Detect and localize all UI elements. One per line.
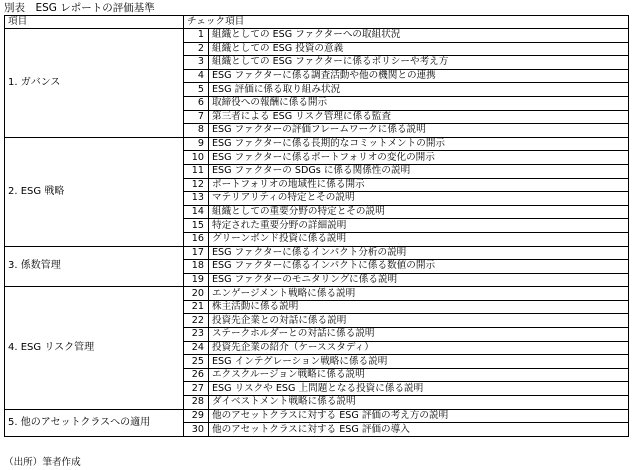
item-number: 30 [184,423,209,437]
category-cell: 5. 他のアセットクラスへの適用 [5,409,184,436]
item-number: 18 [184,260,209,274]
table-row [5,137,629,151]
item-number: 28 [184,396,209,410]
category-cell: 3. 係数管理 [5,246,184,287]
check-item-text: マテリアリティの特定とその説明 [209,192,629,206]
check-item-text: ESG ファクターに係るインパクトに係る数値の開示 [209,260,629,274]
check-item-text: 投資先企業の紹介（ケーススタディ） [209,341,629,355]
check-item-text: 他のアセットクラスに対する ESG 評価の考え方の説明 [209,409,629,423]
check-item-text: ESG ファクターに係る調査活動や他の機関との連携 [209,69,629,83]
check-item-text: 組織としての重要分野の特定とその説明 [209,205,629,219]
table-row [5,287,629,301]
check-item-text: ESG ファクターの評価フレームワークに係る説明 [209,124,629,138]
evaluation-criteria-table [4,15,629,437]
check-item-text: ポートフォリオの地域性に係る開示 [209,178,629,192]
item-number: 24 [184,341,209,355]
item-number: 26 [184,368,209,382]
checklist-header: チェック項目 [184,16,629,29]
item-number: 20 [184,287,209,301]
source-note: （出所）筆者作成 [4,457,81,468]
check-item-text: 第三者による ESG リスク管理に係る監査 [209,110,629,124]
item-number: 1 [184,29,209,43]
category-header: 項目 [5,16,184,29]
category-cell: 1. ガバンス [5,29,184,138]
check-item-text: ESG リスクや ESG 上問題となる投資に係る説明 [209,382,629,396]
check-item-text: 組織としての ESG 投資の意義 [209,42,629,56]
check-item-text: ESG インテグレーション戦略に係る説明 [209,355,629,369]
table-row [5,29,629,43]
check-item-text: ステークホルダーとの対話に係る説明 [209,328,629,342]
category-cell: 4. ESG リスク管理 [5,287,184,409]
check-item-text: ESG ファクターに係るインパクト分析の説明 [209,246,629,260]
check-item-text: 組織としての ESG ファクターへの取組状況 [209,29,629,43]
item-number: 5 [184,83,209,97]
check-item-text: ESG 評価に係る取り組み状況 [209,83,629,97]
check-item-text: エンゲージメント戦略に係る説明 [209,287,629,301]
item-number: 17 [184,246,209,260]
check-item-text: 特定された重要分野の詳細説明 [209,219,629,233]
item-number: 22 [184,314,209,328]
check-item-text: ESG ファクターに係るポートフォリオの変化の開示 [209,151,629,165]
item-number: 14 [184,205,209,219]
item-number: 10 [184,151,209,165]
header-row [5,16,629,29]
check-item-text: ESG ファクターのモニタリングに係る説明 [209,273,629,287]
check-item-text: グリーンボンド投資に係る説明 [209,232,629,246]
item-number: 11 [184,164,209,178]
item-number: 8 [184,124,209,138]
check-item-text: 組織としての ESG ファクターに係るポリシーや考え方 [209,56,629,70]
check-item-text: ESG ファクターの SDGs に係る関係性の説明 [209,164,629,178]
item-number: 16 [184,232,209,246]
item-number: 27 [184,382,209,396]
item-number: 4 [184,69,209,83]
item-number: 7 [184,110,209,124]
check-item-text: 株主活動に係る説明 [209,300,629,314]
table-row [5,409,629,423]
item-number: 19 [184,273,209,287]
item-number: 6 [184,96,209,110]
check-item-text: ダイベストメント戦略に係る説明 [209,396,629,410]
check-item-text: エクスクルージョン戦略に係る説明 [209,368,629,382]
item-number: 2 [184,42,209,56]
item-number: 23 [184,328,209,342]
check-item-text: 投資先企業との対話に係る説明 [209,314,629,328]
item-number: 3 [184,56,209,70]
item-number: 12 [184,178,209,192]
item-number: 9 [184,137,209,151]
table-body [5,29,629,437]
table-title: 別表 ESG レポートの評価基準 [4,2,155,14]
item-number: 29 [184,409,209,423]
item-number: 13 [184,192,209,206]
category-cell: 2. ESG 戦略 [5,137,184,246]
check-item-text: ESG ファクターに係る長期的なコミットメントの開示 [209,137,629,151]
table-row [5,246,629,260]
item-number: 21 [184,300,209,314]
check-item-text: 取締役への報酬に係る開示 [209,96,629,110]
check-item-text: 他のアセットクラスに対する ESG 評価の導入 [209,423,629,437]
item-number: 15 [184,219,209,233]
item-number: 25 [184,355,209,369]
